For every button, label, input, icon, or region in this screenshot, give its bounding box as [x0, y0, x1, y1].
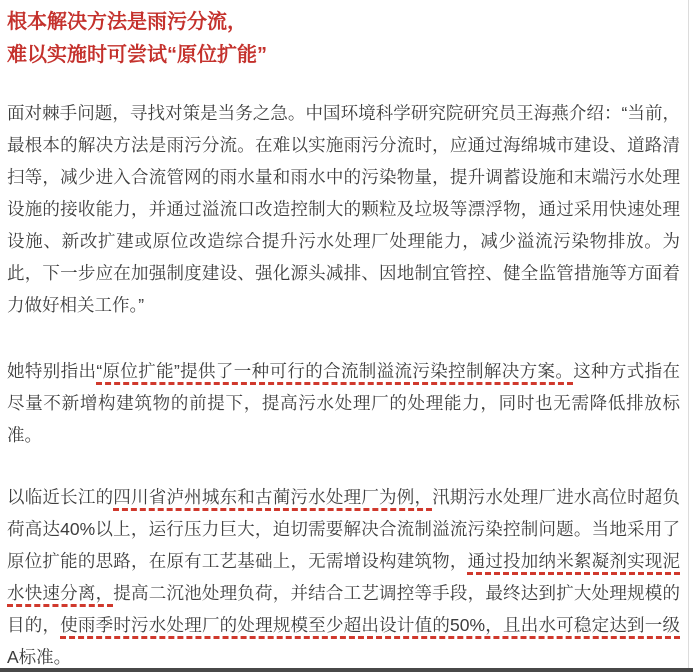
window-right-border — [688, 0, 689, 672]
proof-underlined-run: 使雨季时污水处理厂的处理规模至少超出设计值的50%，且出水可稳定达到一级A标准。 — [7, 615, 680, 667]
article-heading — [7, 6, 679, 72]
text-run: 她特别指出 — [7, 361, 97, 381]
heading-line-1: 根本解决方法是雨污分流， — [7, 11, 247, 33]
proof-underlined-run: 四川省泸州城东和古蔺污水处理厂为例， — [113, 487, 433, 507]
proof-underlined-run: “原位扩能”提供了一种可行的合流制溢流污染控制解决方案。 — [96, 361, 574, 381]
paragraph-case-study — [7, 481, 680, 672]
text-run: 汛期污水处理厂进水高位时超负荷高达40%以上，运行压力巨大，迫切需要解决合流制溢流污染控制问题。当地采用了原位扩能的思路，在原有工艺基础上，无需增设构建筑物， — [7, 487, 680, 571]
proof-underlined-run: 通过投加纳米絮凝剂实现泥水快速分离， — [7, 551, 681, 603]
text-run: 以临近长江的 — [7, 487, 114, 507]
bottom-divider-bar — [0, 668, 693, 672]
text-run: 这种方式指在尽量不新增构建筑物的前提下，提高污水处理厂的处理能力，同时也无需降低排放标准。 — [7, 361, 681, 445]
text-run: 提高二沉池处理负荷，并结合工艺调控等手段，最终达到扩大处理规模的目的， — [7, 583, 680, 635]
paragraph-intro — [7, 97, 680, 321]
paragraph-solution — [7, 355, 680, 451]
heading-line-2: 难以实施时可尝试“原位扩能” — [7, 44, 267, 66]
text-run: 面对棘手问题，寻找对策是当务之急。中国环境科学研究院研究员王海燕介绍：“当前，最根本的解决方法是雨污分流。在难以实施雨污分流时，应通过海绵城市建设、道路清扫等，减少进入合流管网的雨水量和雨水中的污染物量，提升调蓄设施和末端污水处理设施的接收能力，并通过溢流口改造控制大的颗粒及垃圾等漂浮物，通过采用快速处理设施、新改扩建或原位改造综合提升污水处理厂处理能力，减少溢流污染物排放。为此，下一步应在加强制度建设、强化源头减排、因地制宜管控、健全监管措施等方面着力做好相关工作。” — [7, 103, 680, 315]
